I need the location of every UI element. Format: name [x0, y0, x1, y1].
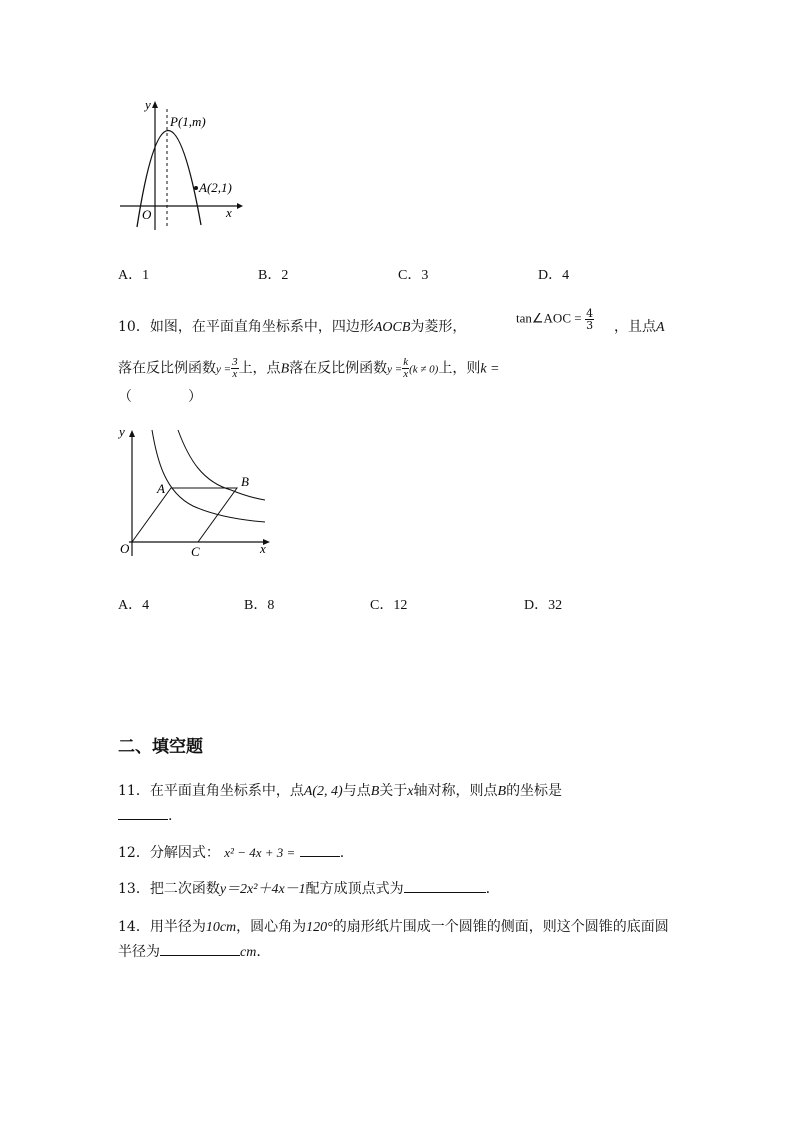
- q10-fn1-fraction: [231, 357, 239, 380]
- q10-option-a[interactable]: A．4: [118, 598, 150, 613]
- q14-answer-blank[interactable]: [160, 941, 240, 956]
- q10-fn2-cond: (k ≠ 0): [409, 363, 439, 376]
- q11-point-b: B: [370, 784, 380, 799]
- q10-curve-ykx: [178, 430, 265, 500]
- q14-text-b: ，圆心角为: [236, 919, 307, 935]
- q11-text-b: 与点: [342, 783, 371, 799]
- q11-number: 11．: [118, 783, 150, 799]
- q12-end: .: [339, 845, 345, 861]
- q10-text-c: ，且点: [614, 319, 656, 335]
- q13-end: .: [485, 881, 491, 897]
- q10-text-f: 落在反比例函数: [289, 360, 388, 377]
- q10-tan-expr: tan∠AOC =: [516, 310, 582, 326]
- q14-line-2: [118, 941, 261, 961]
- q10-fn2-num: k: [403, 356, 409, 368]
- q10-b-label: B: [241, 474, 249, 489]
- q13-answer-blank[interactable]: [404, 878, 486, 893]
- q10-point-b: B: [280, 361, 290, 377]
- q11-text-c: 关于: [379, 783, 408, 799]
- q13-expr: y＝2x²＋4x－1: [219, 882, 306, 897]
- q10-fn1-num: 3: [232, 356, 238, 368]
- q10-y-arrow: [129, 430, 135, 437]
- q10-fn1-lhs: y =: [216, 363, 232, 376]
- q10-tan-formula: [516, 308, 594, 331]
- q14-end: .: [256, 944, 261, 960]
- q11-point-a: A(2, 4): [303, 784, 343, 799]
- q14-text-c: 的扇形纸片围成一个圆锥的侧面，则这个圆锥的底面圆: [332, 919, 669, 935]
- q14-angle: 120°: [306, 920, 333, 935]
- q11-line-1: [118, 780, 562, 800]
- q14-line-1: [118, 916, 669, 936]
- q10-tan-den: 3: [586, 319, 594, 332]
- q10-text-g: 上，则: [438, 360, 481, 377]
- q9-option-c[interactable]: C．3: [398, 268, 429, 283]
- q10-tan-num: 4: [586, 307, 594, 320]
- q14-unit: cm: [240, 945, 257, 960]
- q12-answer-blank[interactable]: [300, 842, 340, 857]
- q10-k-eq: k =: [480, 361, 500, 377]
- q13-text: 把二次函数: [149, 881, 220, 897]
- q10-line-1-end: [614, 316, 665, 336]
- q10-a-label: A: [157, 481, 165, 496]
- q13-line: [118, 878, 490, 898]
- q11-text-a: 在平面直角坐标系中，点: [149, 783, 304, 799]
- q9-point-a: [194, 186, 198, 190]
- q10-tan-fraction: [585, 308, 594, 331]
- q9-parabola-figure: [115, 95, 250, 235]
- q9-y-arrow: [152, 101, 158, 108]
- q10-line-2: [118, 357, 500, 380]
- q10-x-label: x: [260, 541, 266, 556]
- q10-fn2-den: x: [403, 368, 409, 380]
- q10-text-e: 上，点: [238, 360, 281, 377]
- q11-end: .: [168, 808, 173, 824]
- q9-p-label: P(1,m): [170, 114, 206, 129]
- q10-answer-paren: （ ）: [118, 389, 202, 405]
- q12-expr: x² − 4x + 3 =: [224, 845, 296, 860]
- q9-y-label: y: [145, 97, 151, 112]
- q11-text-d: 轴对称，则点: [413, 783, 498, 799]
- q13-number: 13．: [118, 881, 150, 897]
- q10-y-label: y: [119, 424, 125, 439]
- q10-c-label: C: [191, 544, 200, 559]
- q9-option-d[interactable]: D．4: [538, 268, 570, 283]
- q10-fn1-den: x: [232, 368, 238, 380]
- q12-line: [118, 842, 344, 862]
- q9-option-a[interactable]: A．1: [118, 268, 150, 283]
- q11-axis: x: [407, 784, 414, 799]
- q9-option-b[interactable]: B．2: [258, 268, 289, 283]
- q14-number: 14．: [118, 919, 150, 935]
- q10-rhombus-figure: [115, 420, 280, 565]
- q9-x-label: x: [226, 205, 232, 220]
- q14-text-d: 半径为: [118, 944, 160, 960]
- q10-option-d[interactable]: D．32: [524, 598, 563, 613]
- q11-point-b-2: B: [497, 784, 507, 799]
- q10-point-a: A: [656, 320, 665, 335]
- q11-text-e: 的坐标是: [506, 783, 563, 799]
- q10-origin-label: O: [120, 541, 130, 556]
- q11-line-2: [118, 805, 172, 824]
- q10-number: 10．: [118, 319, 150, 335]
- q9-origin-label: O: [142, 207, 152, 222]
- q10-option-b[interactable]: B．8: [244, 598, 275, 613]
- q11-answer-blank[interactable]: [118, 805, 168, 820]
- q9-x-arrow: [237, 203, 243, 209]
- q10-quad: AOCB: [373, 320, 411, 335]
- q13-text-b: 配方成顶点式为: [305, 881, 404, 897]
- q10-text-a: 如图，在平面直角坐标系中，四边形: [149, 319, 374, 335]
- q14-radius: 10cm: [205, 920, 237, 935]
- q14-text-a: 用半径为: [149, 919, 206, 935]
- q10-option-c[interactable]: C．12: [370, 598, 408, 613]
- q10-text-d: 落在反比例函数: [118, 360, 216, 377]
- q12-text: 分解因式：: [149, 845, 220, 861]
- q12-number: 12．: [118, 845, 150, 861]
- q10-text-b: 为菱形，: [410, 319, 467, 335]
- q10-fn2-lhs: y =: [387, 363, 403, 376]
- q10-line-1: [118, 316, 466, 336]
- q9-a-label: A(2,1): [199, 180, 232, 195]
- section-2-title: 二、填空题: [118, 737, 203, 757]
